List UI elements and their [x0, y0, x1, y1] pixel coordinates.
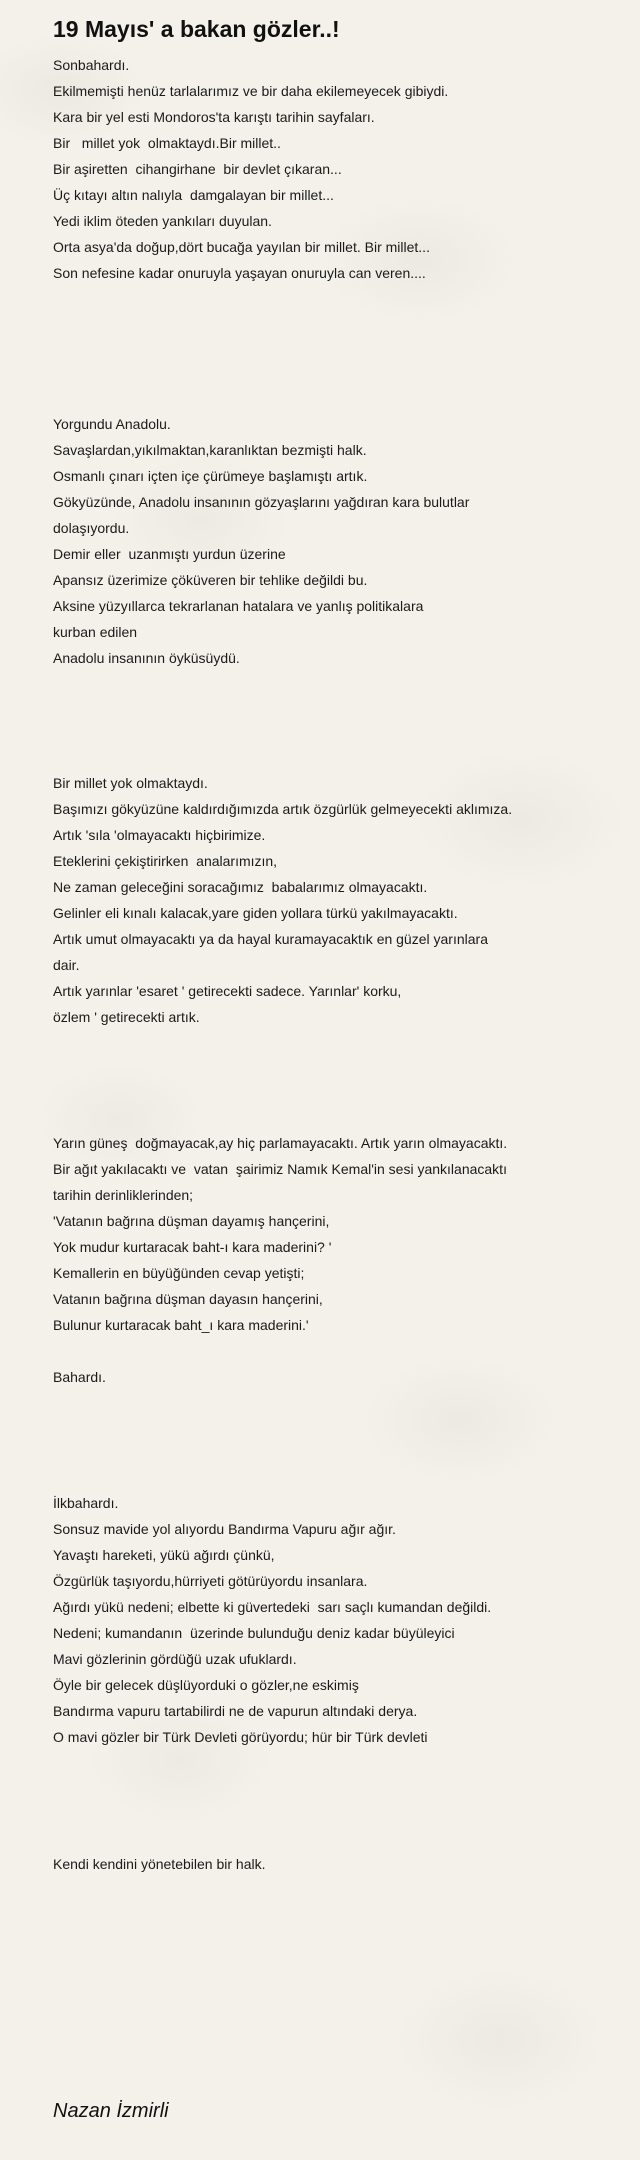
poem-line: Yorgundu Anadolu. — [53, 416, 171, 432]
poem-line: Sonsuz mavide yol alıyordu Bandırma Vapuru ağır ağır. — [53, 1521, 396, 1537]
poem-line: Gelinler eli kınalı kalacak,yare giden yollara türkü yakılmayacaktı. — [53, 905, 458, 921]
poem-line: Bir millet yok olmaktaydı. — [53, 775, 208, 791]
poem-line: Kendi kendini yönetebilen bir halk. — [53, 1856, 266, 1872]
poem-line: Yok mudur kurtaracak baht-ı kara maderini? ' — [53, 1239, 332, 1255]
poem-line: Mavi gözlerinin gördüğü uzak ufuklardı. — [53, 1651, 297, 1667]
poem-line: Savaşlardan,yıkılmaktan,karanlıktan bezmişti halk. — [53, 442, 367, 458]
poem-line: Osmanlı çınarı içten içe çürümeye başlamıştı artık. — [53, 468, 368, 484]
poem-line: Aksine yüzyıllarca tekrarlanan hatalara ve yanlış politikalara — [53, 598, 424, 614]
poem-line: Gökyüzünde, Anadolu insanının gözyaşlarını yağdıran kara bulutlar — [53, 494, 470, 510]
poem-stanza-1 — [53, 52, 623, 286]
poem-line: Bulunur kurtaracak baht_ı kara maderini.' — [53, 1317, 309, 1333]
poem-line: 'Vatanın bağrına düşman dayamış hançerini, — [53, 1213, 330, 1229]
poem-stanza-5 — [53, 1490, 623, 1750]
poem-line: Bahardı. — [53, 1369, 106, 1385]
poem-line: Eteklerini çekiştirirken analarımızın, — [53, 853, 278, 869]
poem-author: Nazan İzmirli — [53, 2100, 169, 2122]
poem-stanza-3 — [53, 770, 623, 1030]
poem-line: Yavaştı hareketi, yükü ağırdı çünkü, — [53, 1547, 275, 1563]
poem-line: Anadolu insanının öyküsüydü. — [53, 650, 240, 666]
poem-line: Apansız üzerimize çöküveren bir tehlike değildi bu. — [53, 572, 368, 588]
poem-line: Bir aşiretten cihangirhane bir devlet çıkaran... — [53, 161, 342, 177]
poem-line: Öyle bir gelecek düşlüyorduki o gözler,ne eskimiş — [53, 1677, 359, 1693]
poem-line: dolaşıyordu. — [53, 520, 130, 536]
poem-title: 19 Mayıs' a bakan gözler..! — [53, 16, 340, 42]
poem-line: Nedeni; kumandanın üzerinde bulunduğu deniz kadar büyüleyici — [53, 1625, 455, 1641]
poem-line: Artık 'sıla 'olmayacaktı hiçbirimize. — [53, 827, 266, 843]
poem-stanza-6 — [53, 1851, 623, 1877]
poem-line: Bir ağıt yakılacaktı ve vatan şairimiz Namık Kemal'in sesi yankılanacaktı — [53, 1161, 507, 1177]
poem-line: İlkbahardı. — [53, 1495, 119, 1511]
poem-line: O mavi gözler bir Türk Devleti görüyordu; hür bir Türk devleti — [53, 1729, 428, 1745]
poem-line: Yarın güneş doğmayacak,ay hiç parlamayacaktı. Artık yarın olmayacaktı. — [53, 1135, 508, 1151]
poem-line: Bandırma vapuru tartabilirdi ne de vapurun altındaki derya. — [53, 1703, 418, 1719]
poem-line: kurban edilen — [53, 624, 138, 640]
poem-line: dair. — [53, 957, 80, 973]
poem-line: Sonbahardı. — [53, 57, 130, 73]
poem-line: Orta asya'da doğup,dört bucağa yayılan bir millet. Bir millet... — [53, 239, 430, 255]
poem-line: Üç kıtayı altın nalıyla damgalayan bir millet... — [53, 187, 334, 203]
poem-line: Ekilmemişti henüz tarlalarımız ve bir daha ekilemeyecek gibiydi. — [53, 83, 449, 99]
poem-stanza-4 — [53, 1130, 623, 1390]
poem-line: Ne zaman geleceğini soracağımız babalarımız olmayacaktı. — [53, 879, 428, 895]
poem-line: Artık umut olmayacaktı ya da hayal kuramayacaktık en güzel yarınlara — [53, 931, 488, 947]
poem-line: Demir eller uzanmıştı yurdun üzerine — [53, 546, 286, 562]
poem-line: özlem ' getirecekti artık. — [53, 1009, 200, 1025]
poem-line — [53, 1338, 623, 1364]
poem-line: Yedi iklim öteden yankıları duyulan. — [53, 213, 272, 229]
poem-line: Son nefesine kadar onuruyla yaşayan onuruyla can veren.... — [53, 265, 426, 281]
poem-line: Vatanın bağrına düşman dayasın hançerini, — [53, 1291, 323, 1307]
poem-line: Özgürlük taşıyordu,hürriyeti götürüyordu insanlara. — [53, 1573, 368, 1589]
poem-line: Bir millet yok olmaktaydı.Bir millet.. — [53, 135, 281, 151]
poem-stanza-2 — [53, 411, 623, 671]
poem-line: tarihin derinliklerinden; — [53, 1187, 194, 1203]
poem-line: Kara bir yel esti Mondoros'ta karıştı tarihin sayfaları. — [53, 109, 375, 125]
poem-line: Ağırdı yükü nedeni; elbette ki güvertedeki sarı saçlı kumandan değildi. — [53, 1599, 492, 1615]
poem-line: Başımızı gökyüzüne kaldırdığımızda artık özgürlük gelmeyecekti aklımıza. — [53, 801, 513, 817]
poem-line: Artık yarınlar 'esaret ' getirecekti sadece. Yarınlar' korku, — [53, 983, 402, 999]
poem-line: Kemallerin en büyüğünden cevap yetişti; — [53, 1265, 305, 1281]
